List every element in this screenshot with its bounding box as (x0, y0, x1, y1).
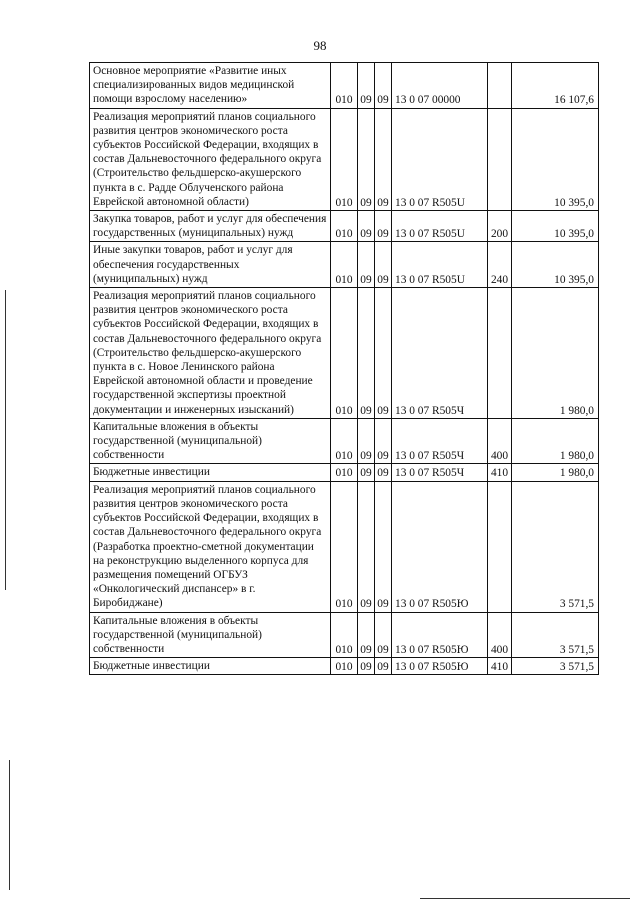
section-code: 09 (358, 612, 375, 658)
table-row (90, 464, 599, 481)
budget-table (89, 62, 599, 675)
bottom-rule (420, 898, 630, 899)
subsection-code: 09 (375, 108, 392, 210)
row-name: Капитальные вложения в объекты государственной (муниципальной) собственности (90, 612, 331, 658)
section-code: 09 (358, 288, 375, 419)
expense-type-code: 400 (488, 612, 512, 658)
admin-code: 010 (331, 63, 358, 109)
target-article-code: 13 0 07 R505Ю (392, 658, 488, 675)
subsection-code: 09 (375, 418, 392, 464)
subsection-code: 09 (375, 464, 392, 481)
section-code: 09 (358, 481, 375, 612)
table-row (90, 63, 599, 109)
subsection-code: 09 (375, 63, 392, 109)
subsection-code: 09 (375, 288, 392, 419)
amount: 1 980,0 (512, 464, 599, 481)
row-name: Иные закупки товаров, работ и услуг для обеспечения государственных (муниципальных) нужд (90, 242, 331, 288)
row-name: Реализация мероприятий планов социального развития центров экономического роста субъектов Российской Федерации, входящих в состав Дальневосточного федерального округа (Строительство фельдшерско-акушерского пункта в с. Радде Облученского района Еврейской автономной области) (90, 108, 331, 210)
amount: 1 980,0 (512, 288, 599, 419)
expense-type-code (488, 288, 512, 419)
table-row (90, 211, 599, 242)
subsection-code: 09 (375, 612, 392, 658)
amount: 3 571,5 (512, 658, 599, 675)
section-code: 09 (358, 464, 375, 481)
row-name: Бюджетные инвестиции (90, 464, 331, 481)
table-row (90, 612, 599, 658)
table-row (90, 658, 599, 675)
target-article-code: 13 0 07 R505Ч (392, 464, 488, 481)
admin-code: 010 (331, 658, 358, 675)
expense-type-code: 200 (488, 211, 512, 242)
section-code: 09 (358, 658, 375, 675)
amount: 10 395,0 (512, 108, 599, 210)
target-article-code: 13 0 07 R505U (392, 108, 488, 210)
expense-type-code: 410 (488, 464, 512, 481)
row-name: Основное мероприятие «Развитие иных специализированных видов медицинской помощи взрослому населению» (90, 63, 331, 109)
expense-type-code: 400 (488, 418, 512, 464)
expense-type-code: 240 (488, 242, 512, 288)
amount: 10 395,0 (512, 242, 599, 288)
row-name: Бюджетные инвестиции (90, 658, 331, 675)
page-number: 98 (313, 38, 327, 53)
amount: 3 571,5 (512, 481, 599, 612)
left-margin-line-lower (9, 760, 10, 890)
section-code: 09 (358, 242, 375, 288)
table-row (90, 242, 599, 288)
amount: 3 571,5 (512, 612, 599, 658)
subsection-code: 09 (375, 211, 392, 242)
admin-code: 010 (331, 464, 358, 481)
admin-code: 010 (331, 242, 358, 288)
target-article-code: 13 0 07 R505Ч (392, 418, 488, 464)
admin-code: 010 (331, 108, 358, 210)
amount: 10 395,0 (512, 211, 599, 242)
admin-code: 010 (331, 418, 358, 464)
target-article-code: 13 0 07 R505Ч (392, 288, 488, 419)
table-row (90, 481, 599, 612)
admin-code: 010 (331, 612, 358, 658)
admin-code: 010 (331, 211, 358, 242)
section-code: 09 (358, 108, 375, 210)
table-row (90, 108, 599, 210)
amount: 1 980,0 (512, 418, 599, 464)
target-article-code: 13 0 07 R505Ю (392, 481, 488, 612)
target-article-code: 13 0 07 R505U (392, 211, 488, 242)
subsection-code: 09 (375, 481, 392, 612)
expense-type-code (488, 63, 512, 109)
section-code: 09 (358, 418, 375, 464)
admin-code: 010 (331, 288, 358, 419)
table-row (90, 288, 599, 419)
expense-type-code (488, 108, 512, 210)
subsection-code: 09 (375, 658, 392, 675)
admin-code: 010 (331, 481, 358, 612)
row-name: Капитальные вложения в объекты государственной (муниципальной) собственности (90, 418, 331, 464)
expense-type-code (488, 481, 512, 612)
section-code: 09 (358, 63, 375, 109)
row-name: Реализация мероприятий планов социального развития центров экономического роста субъектов Российской Федерации, входящих в состав Дальневосточного федерального округа (Разработка проектно-сметной документации на реконструкцию выделенного корпуса для размещения помещений ОГБУЗ «Онкологический диспансер» в г. Биробиджане) (90, 481, 331, 612)
expense-type-code: 410 (488, 658, 512, 675)
subsection-code: 09 (375, 242, 392, 288)
table-row (90, 418, 599, 464)
row-name: Закупка товаров, работ и услуг для обеспечения государственных (муниципальных) нужд (90, 211, 331, 242)
target-article-code: 13 0 07 R505U (392, 242, 488, 288)
section-code: 09 (358, 211, 375, 242)
amount: 16 107,6 (512, 63, 599, 109)
row-name: Реализация мероприятий планов социального развития центров экономического роста субъектов Российской Федерации, входящих в состав Дальневосточного федерального округа (Строительство фельдшерско-акушерского пункта в с. Новое Ленинского района Еврейской автономной области и проведение государственной экспертизы проектной документации и инженерных изысканий) (90, 288, 331, 419)
target-article-code: 13 0 07 R505Ю (392, 612, 488, 658)
left-margin-line (5, 290, 6, 590)
target-article-code: 13 0 07 00000 (392, 63, 488, 109)
